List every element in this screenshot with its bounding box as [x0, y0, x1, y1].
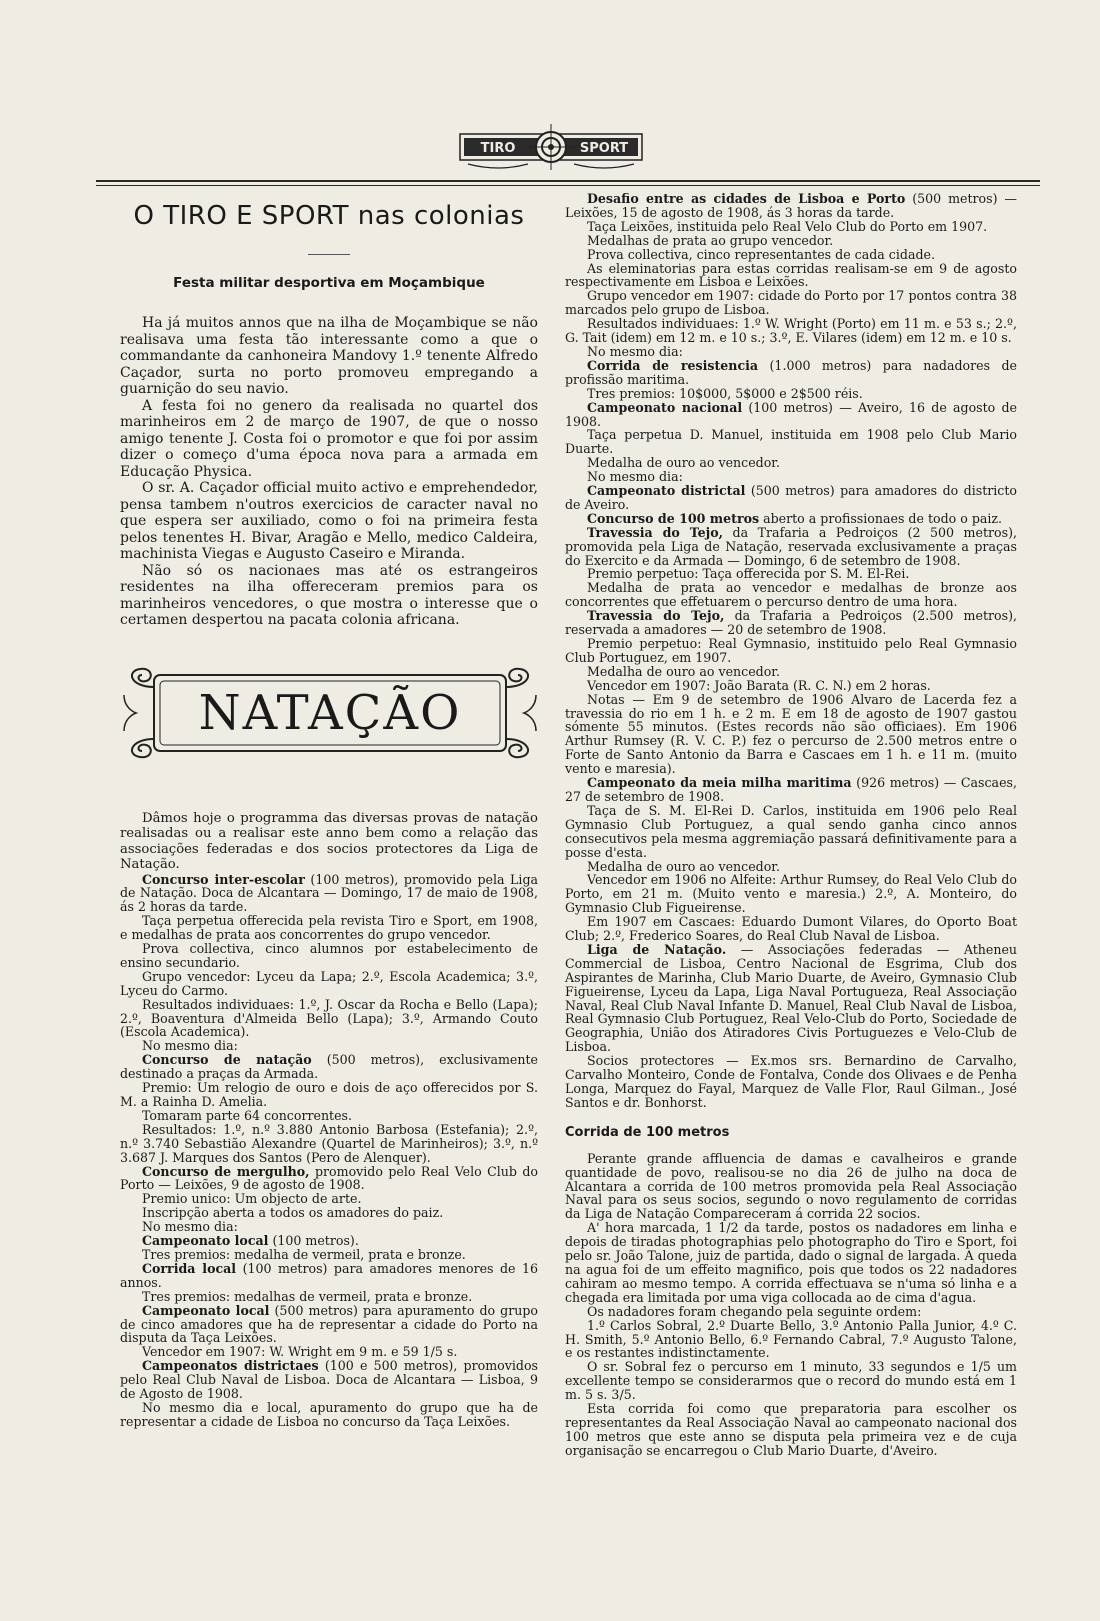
- event-text: Premio perpetuo: Real Gymnasio, instituido pelo Real Gymnasio Club Portuguez, em 1907.: [565, 636, 1017, 665]
- event-paragraph: [565, 262, 1017, 290]
- event-paragraph: [120, 1290, 538, 1304]
- event-paragraph: [120, 970, 538, 998]
- event-text: Prova collectiva, cinco alumnos por estabelecimento de ensino secundario.: [120, 941, 538, 970]
- event-text: Vencedor em 1907: João Barata (R. C. N.) em 2 horas.: [587, 677, 931, 693]
- event-paragraph: [565, 345, 1017, 359]
- event-text: (500 metros) — Leixões, 15 de agosto de 1908, ás 3 horas da tarde.: [565, 191, 1017, 220]
- event-text: No mesmo dia:: [142, 1038, 238, 1054]
- section-paragraph: Perante grande affluencia de damas e cavalheiros e grande quantidade de povo, realisou-se no dia 26 de julho na doca de Alcantara a corrida de 100 metros promovida pela Real Associação Naval para os seus socios, segundo o novo regulamento de corridas da Liga de Natação Compareceram á corrida 22 socios.: [565, 1150, 1017, 1222]
- event-paragraph: [565, 860, 1017, 874]
- event-text: Notas — Em 9 de setembro de 1906 Alvaro de Lacerda fez a travessia do rio em 1 h. e 2 m. E em 18 de agosto de 1907 gastou sómente 55 minutos. (Estes records não são officiaes). Em 1906 Arthur Rumsey (R. V. C. P.) fez o percurso de 2.500 metros entre o Forte de Santo Antonio da Barra e Cascaes em 1 h. e 11 m. (muito vento e maresia).: [565, 691, 1017, 777]
- event-text: No mesmo dia:: [587, 469, 683, 485]
- event-text: Resultados individuaes: 1.º, J. Oscar da Rocha e Bello (Lapa); 2.º, Boaventura d'Almeida Bello (Lapa); 3.º, Armando Couto (Escola Academica).: [120, 996, 538, 1040]
- event-heading: Desafio entre as cidades de Lisboa e Porto: [587, 191, 906, 206]
- event-text: Tres premios: medalhas de vermeil, prata e bronze.: [142, 1288, 473, 1304]
- event-text: Medalha de prata ao vencedor e medalhas de bronze aos concorrentes que effetuarem o percurso dentro de uma hora.: [565, 580, 1017, 610]
- event-paragraph: [565, 665, 1017, 679]
- event-paragraph: [120, 998, 538, 1040]
- event-text: Resultados individuaes: 1.º W. Wright (Porto) em 11 m. e 53 s.; 2.º, G. Tait (idem) em 12 m. e 10 s.; 3.º, E. Vilares (idem) em 12 m. e 10 s.: [565, 316, 1017, 346]
- event-paragraph: [120, 1192, 538, 1206]
- header-rule-thin: [96, 185, 1040, 186]
- event-list: [120, 873, 538, 1429]
- event-paragraph: [120, 1345, 538, 1359]
- event-text: No mesmo dia e local, apuramento do grupo que ha de representar a cidade de Lisboa no concurso da Taça Leixões.: [120, 1399, 538, 1429]
- event-heading: Concurso de natação: [142, 1052, 312, 1068]
- event-text: Medalha de ouro ao vencedor.: [587, 858, 780, 874]
- event-paragraph: [565, 248, 1017, 262]
- event-text: (500 metros) para apuramento do grupo de cinco amadores que ha de representar a cidade do Porto na disputa da Taça Leixões.: [120, 1302, 538, 1346]
- event-paragraph: [120, 914, 538, 942]
- event-heading: Campeonato da meia milha maritima: [587, 775, 852, 791]
- event-paragraph: [120, 1081, 538, 1109]
- event-text: Em 1907 em Cascaes: Eduardo Dumont Vilares, do Oporto Boat Club; 2.º, Frederico Soares, do Real Club Naval de Lisboa.: [565, 914, 1017, 944]
- intro-paragraph: Não só os nacionaes mas até os estrangeiros residentes na ilha offereceram premios para os marinheiros vencedores, o que mostra o interesse que o certamen despertou na pacata colonia africana.: [120, 562, 538, 628]
- section-paragraph: O sr. Sobral fez o percurso em 1 minuto, 33 segundos e 1/5 um excellente tempo se considerarmos que o record do mundo está em 1 m. 5 s. 3/5.: [565, 1359, 1017, 1403]
- event-paragraph: [565, 693, 1017, 776]
- event-text: No mesmo dia:: [587, 343, 683, 359]
- event-heading: Concurso inter-escolar: [142, 871, 305, 887]
- event-text: Medalhas de prata ao grupo vencedor.: [587, 232, 834, 248]
- event-paragraph: [565, 470, 1017, 484]
- event-paragraph: [565, 289, 1017, 317]
- event-paragraph: [565, 637, 1017, 665]
- event-text: (500 metros), exclusivamente destinado a praças da Armada.: [120, 1052, 538, 1082]
- intro-paragraph: Ha já muitos annos que na ilha de Moçambique se não realisava uma festa tão interessante como a que o commandante da canhoneira Mandovy 1.º tenente Alfredo Caçador, surta no porto promoveu empregando a guarnição do seu navio.: [120, 315, 538, 397]
- event-text: Medalha de ouro ao vencedor.: [587, 455, 780, 471]
- event-text: Vencedor em 1906 no Alfeite: Arthur Rumsey, do Real Velo Club do Porto, em 21 m. (Muito vento e maresia.) 2.º, A. Monteiro, do Gymnasio Club Figueirense.: [565, 872, 1017, 916]
- event-paragraph: [565, 456, 1017, 470]
- event-text: No mesmo dia:: [142, 1219, 238, 1235]
- event-text: (100 metros) para amadores menores de 16 annos.: [120, 1260, 539, 1290]
- event-text: Tres premios: medalha de vermeil, prata e bronze.: [142, 1246, 466, 1262]
- title-divider: [308, 254, 350, 255]
- event-paragraph: [565, 234, 1017, 248]
- event-paragraph: [120, 1401, 538, 1429]
- event-text: Inscripção aberta a todos os amadores do paiz.: [142, 1205, 444, 1221]
- event-paragraph: [565, 679, 1017, 693]
- event-text: Taça Leixões, instituida pelo Real Velo Club do Porto em 1907.: [587, 218, 988, 234]
- event-paragraph: [120, 1262, 538, 1290]
- event-heading: Campeonatos districtaes: [142, 1358, 319, 1374]
- event-paragraph: [120, 1053, 538, 1081]
- event-paragraph: [120, 1165, 538, 1193]
- section-paragraph: Esta corrida foi como que preparatoria para escolher os representantes da Real Associação Naval ao campeonato nacional dos 100 metros que este anno se disputa pela primeira vez e de cuja organisação se encarregou o Club Mario Duarte, d'Aveiro.: [565, 1401, 1017, 1458]
- event-text: Grupo vencedor em 1907: cidade do Porto por 17 pontos contra 38 marcados pelo grupo de Lisboa.: [565, 288, 1017, 318]
- article-intro: [120, 315, 538, 629]
- event-text: Vencedor em 1907: W. Wright em 9 m. e 59 1/5 s.: [142, 1344, 458, 1360]
- event-text: (100 metros), promovido pela Liga de Natação. Doca de Alcantara — Domingo, 17 de maio de 1908, ás 2 horas da tarde.: [120, 871, 539, 915]
- event-text: Grupo vencedor: Lyceu da Lapa; 2.º, Escola Academica; 3.º, Lyceu do Carmo.: [120, 968, 538, 998]
- event-paragraph: [565, 776, 1017, 804]
- event-heading: Concurso de 100 metros: [587, 510, 760, 526]
- event-paragraph: [120, 1123, 538, 1165]
- event-paragraph: [120, 942, 538, 970]
- event-paragraph: [120, 1109, 538, 1123]
- event-text: (500 metros) para amadores do districto de Aveiro.: [565, 483, 1017, 512]
- event-paragraph: [565, 401, 1017, 429]
- event-text: Taça perpetua D. Manuel, instituida em 1908 pelo Club Mario Duarte.: [565, 427, 1017, 457]
- event-heading: Campeonato local: [142, 1302, 270, 1318]
- event-text: Medalha de ouro ao vencedor.: [587, 663, 780, 679]
- event-paragraph: [120, 1039, 538, 1053]
- event-paragraph: [120, 1359, 538, 1401]
- banner-title: NATAÇÃO: [198, 684, 462, 741]
- section-paragraph: Os nadadores foram chegando pela seguinte ordem:: [587, 1303, 922, 1319]
- event-text: Socios protectores — Ex.mos srs. Bernardino de Carvalho, Carvalho Monteiro, Conde de Fontalva, Conde dos Olivaes e de Penha Longa, Marquez do Fayal, Marquez de Valle Flor, Raul Gilman., José Santos e dr. Bonhorst.: [565, 1053, 1017, 1110]
- intro-paragraph: A festa foi no genero da realisada no quartel dos marinheiros em 2 de março de 1907, de que o nosso amigo tenente J. Costa foi o promotor e que foi por assim dizer o começo d'uma época nova para a armada em Educação Physica.: [120, 397, 538, 480]
- event-paragraph: [120, 1234, 538, 1248]
- event-paragraph: [565, 1054, 1017, 1110]
- event-heading: Concurso de mergulho,: [142, 1163, 310, 1179]
- event-text: (1.000 metros) para nadadores de profissão maritima.: [565, 357, 1017, 387]
- event-paragraph: [120, 1304, 538, 1346]
- event-text: Taça de S. M. El-Rei D. Carlos, instituida em 1906 pelo Real Gymnasio Club Portuguez, a qual sendo ganha cinco annos consecutivos pela mesma aggremiação passará definitivamente para a posse d'esta.: [565, 802, 1017, 860]
- event-heading: Corrida de resistencia: [587, 357, 759, 373]
- right-column: [565, 192, 1017, 1458]
- event-heading: Campeonato local: [142, 1233, 269, 1249]
- event-paragraph: [565, 915, 1017, 943]
- section-paragraph: 1.º Carlos Sobral, 2.º Duarte Bello, 3.º Antonio Palla Junior, 4.º C. H. Smith, 5.º Antonio Bello, 6.º Fernando Cabral, 7.º Augusto Talone, e os restantes indistinctamente.: [565, 1317, 1017, 1361]
- event-heading: Liga de Natação.: [587, 941, 727, 957]
- event-heading: Travessia do Tejo,: [587, 608, 725, 624]
- section-paragraph: A' hora marcada, 1 1/2 da tarde, postos os nadadores em linha e depois de tiradas photographias pelo photographo do Tiro e Sport, foi pelo sr. João Talone, juiz de partida, dado o signal de largada. A queda na agua foi de um effeito magnifico, pois que todos os 22 nadadores cahiram ao mesmo tempo. A corrida effectuava se n'uma só linha e a chegada era limitada por uma viga collocada ao de cima d'agua.: [565, 1220, 1017, 1305]
- event-paragraph: [565, 581, 1017, 609]
- event-text: Premio: Um relogio de ouro e dois de aço offerecidos por S. M. a Rainha D. Amelia.: [120, 1080, 538, 1109]
- left-column: [120, 192, 538, 1429]
- article-title: O TIRO E SPORT nas colonias: [133, 201, 525, 231]
- event-paragraph: [565, 943, 1017, 1054]
- masthead-logo-text-left: TIRO: [480, 141, 516, 156]
- event-paragraph: [565, 873, 1017, 915]
- header-rule: [96, 180, 1040, 182]
- event-paragraph: [120, 1248, 538, 1262]
- event-paragraph: [565, 609, 1017, 637]
- natacao-banner: [120, 665, 540, 761]
- event-paragraph: [565, 359, 1017, 387]
- event-paragraph: [565, 220, 1017, 234]
- event-text: — Associações federadas — Atheneu Commercial de Lisboa, Centro Nacional de Esgrima, Club dos Aspirantes de Marinha, Club Mario Duarte, de Aveiro, Gymnasio Club Figueirense, Lyceu da Lapa, Liga Naval Portugueza, Real Associação Naval, Real Club Naval Infante D. Manuel, Real Club Naval de Lisboa, Real Gymnasio Club Portuguez, Real Velo-Club do Porto, Sociedade de Geographia, União dos Atiradores Civis Portuguezes e Velo-Club de Lisboa.: [565, 941, 1018, 1055]
- event-text: Tomaram parte 64 concorrentes.: [142, 1107, 353, 1123]
- event-paragraph: [565, 484, 1017, 512]
- section-body: [565, 1152, 1017, 1458]
- article-subtitle: Festa militar desportiva em Moçambique: [173, 275, 485, 291]
- event-paragraph: [565, 428, 1017, 456]
- event-text: Premio unico: Um objecto de arte.: [142, 1191, 362, 1207]
- event-text: Prova collectiva, cinco representantes de cada cidade.: [587, 246, 935, 262]
- event-list-continued: [565, 192, 1017, 1110]
- event-text: As eleminatorias para estas corridas realisam-se em 9 de agosto respectivamente em Lisboa e Leixões.: [565, 260, 1017, 290]
- event-text: da Trafaria a Pedroiços (2 500 metros), promovida pela Liga de Natação, reservada exclusivamente a praças do Exercito e da Armada — Domingo, 6 de setembro de 1908.: [565, 524, 1017, 568]
- masthead-logo-text-right: SPORT: [579, 141, 629, 156]
- event-heading: Corrida local: [142, 1260, 237, 1276]
- event-paragraph: [565, 192, 1017, 220]
- event-paragraph: [565, 317, 1017, 345]
- event-paragraph: [120, 873, 538, 915]
- event-paragraph: [120, 1206, 538, 1220]
- event-paragraph: [565, 567, 1017, 581]
- event-paragraph: [565, 804, 1017, 860]
- event-text: (100 metros).: [268, 1233, 359, 1249]
- event-paragraph: [120, 1220, 538, 1234]
- event-heading: Campeonato districtal: [587, 483, 746, 499]
- event-text: (100 e 500 metros), promovidos pelo Real Club Naval de Lisboa. Doca de Alcantara — Lisboa, 9 de Agosto de 1908.: [120, 1358, 538, 1402]
- event-paragraph: [565, 387, 1017, 401]
- event-text: da Trafaria a Pedroiços (2.500 metros), reservada a amadores — 20 de setembro de 1908.: [565, 608, 1017, 638]
- event-text: Taça perpetua offerecida pela revista Tiro e Sport, em 1908, e medalhas de prata aos concorrentes do grupo vencedor.: [120, 913, 538, 943]
- event-text: Premio perpetuo: Taça offerecida por S. M. El-Rei.: [587, 566, 910, 582]
- intro-paragraph: O sr. A. Caçador official muito activo e emprehendedor, pensa tambem n'outros exercicios de caracter naval no que espera ser auxiliado, como o foi na primeira festa pelos tenentes H. Bivar, Aragão e Mello, medico Caldeira, machinista Viegas e Augusto Caseiro e Miranda.: [120, 480, 538, 562]
- event-heading: Campeonato nacional: [587, 399, 743, 415]
- event-text: (100 metros) — Aveiro, 16 de agosto de 1908.: [565, 399, 1017, 429]
- event-text: (926 metros) — Cascaes, 27 de setembro de 1908.: [565, 775, 1017, 804]
- event-paragraph: [565, 512, 1017, 526]
- event-text: Resultados: 1.º, n.º 3.880 Antonio Barbosa (Estefania); 2.º, n.º 3.740 Sebastião Alexandre (Quartel de Marinheiros); 3.º, n.º 3.687 J. Marques dos Santos (Pero de Alenquer).: [120, 1121, 538, 1165]
- event-paragraph: [565, 526, 1017, 568]
- lead-paragraph: Dâmos hoje o programma das diversas provas de natação realisadas ou a realisar este anno bem como a relação das associações federadas e dos socios protectores da Liga de Natação.: [120, 810, 538, 872]
- event-text: Tres premios: 10$000, 5$000 e 2$500 réis.: [587, 385, 863, 401]
- event-heading: Travessia do Tejo,: [587, 524, 724, 540]
- event-text: aberto a profissionaes de todo o paiz.: [759, 510, 1003, 526]
- section-title: Corrida de 100 metros: [565, 1124, 730, 1140]
- masthead-logo: [458, 122, 644, 174]
- event-text: promovido pelo Real Velo Club do Porto — Leixões, 9 de agosto de 1908.: [120, 1163, 538, 1193]
